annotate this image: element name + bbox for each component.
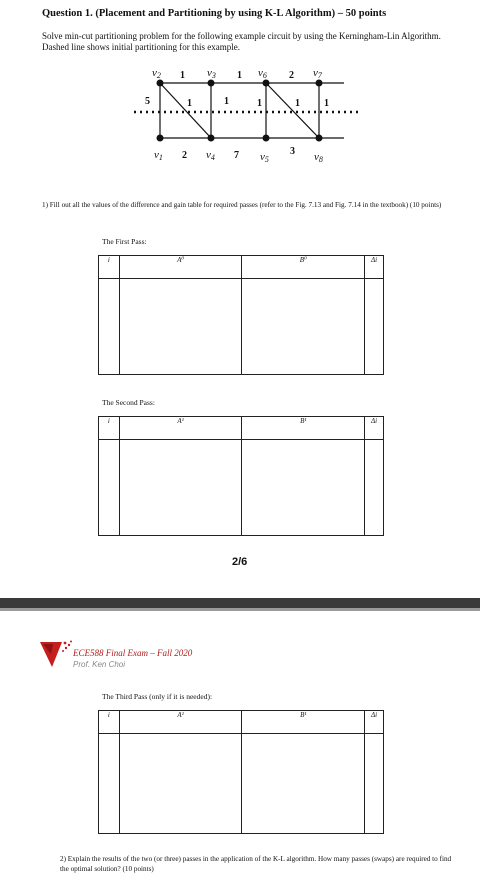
cell-gain[interactable]	[365, 440, 384, 536]
question-title: Question 1. (Placement and Partitioning by using K-L Algorithm) – 50 points	[42, 8, 387, 19]
label-v6: v6	[258, 67, 267, 80]
cell-i[interactable]	[99, 440, 120, 536]
weight-v2-v1: 5	[145, 96, 150, 107]
col-header-b: B⁰	[242, 256, 365, 279]
cell-b[interactable]	[242, 440, 365, 536]
third-pass-table	[98, 710, 384, 834]
col-header-a: A⁰	[119, 256, 242, 279]
col-header-b: B¹	[242, 417, 365, 440]
node-v6	[263, 80, 270, 87]
cell-gain[interactable]	[365, 734, 384, 834]
label-v3: v3	[207, 67, 216, 80]
cell-b[interactable]	[242, 734, 365, 834]
node-v8	[316, 135, 323, 142]
weight-v5-v8: 3	[290, 146, 295, 157]
col-header-a: A¹	[119, 711, 242, 734]
col-header-gain: Δi	[365, 417, 384, 440]
weight-v6-v7: 2	[289, 70, 294, 81]
col-header-i: i	[99, 256, 120, 279]
exercise-1-text: 1) Fill out all the values of the difference and gain table for required passes (refer to the Fig. 7.13 and Fig. 7.14 in the textbook) (10 points)	[42, 201, 442, 209]
label-v5: v5	[260, 151, 269, 164]
first-pass-label: The First Pass:	[102, 237, 147, 246]
label-v7: v7	[313, 67, 322, 80]
node-v3	[208, 80, 215, 87]
label-v8: v8	[314, 151, 323, 164]
page-separator	[0, 598, 480, 608]
second-pass-table	[98, 416, 384, 536]
col-header-gain: Δi	[365, 711, 384, 734]
label-v2: v2	[152, 67, 161, 80]
weight-v3-v6: 1	[237, 70, 242, 81]
page-separator-shadow	[0, 608, 480, 611]
node-v1	[157, 135, 164, 142]
course-title: ECE588 Final Exam – Fall 2020	[73, 648, 193, 658]
node-v2	[157, 80, 164, 87]
page-number: 2/6	[232, 556, 248, 568]
col-header-i: i	[99, 711, 120, 734]
weight-v6-v5: 1	[257, 98, 262, 109]
weight-v7-v8: 1	[324, 98, 329, 109]
exercise-2-text: 2) Explain the results of the two (or three) passes in the application of the K-L algorithm. How many passes (swaps) are required to find the optimal solution? (10 points)	[60, 855, 452, 873]
col-header-i: i	[99, 417, 120, 440]
node-v7	[316, 80, 323, 87]
cell-gain[interactable]	[365, 279, 384, 375]
weight-v4-v5: 7	[234, 150, 239, 161]
third-pass-label: The Third Pass (only if it is needed):	[102, 692, 213, 701]
node-v5	[263, 135, 270, 142]
edge-v2-v4	[160, 83, 211, 138]
cell-b[interactable]	[242, 279, 365, 375]
cell-a[interactable]	[119, 440, 242, 536]
node-v4	[208, 135, 215, 142]
second-pass-label: The Second Pass:	[102, 398, 155, 407]
col-header-gain: Δi	[365, 256, 384, 279]
cell-i[interactable]	[99, 734, 120, 834]
label-v4: v4	[206, 149, 215, 162]
cell-a[interactable]	[119, 279, 242, 375]
cell-i[interactable]	[99, 279, 120, 375]
weight-v3-v4: 1	[224, 96, 229, 107]
weight-v1-v4: 2	[182, 150, 187, 161]
col-header-a: A¹	[119, 417, 242, 440]
cell-a[interactable]	[119, 734, 242, 834]
university-logo-icon	[40, 640, 74, 668]
label-v1: v1	[154, 149, 163, 162]
question-description: Solve min-cut partitioning problem for the following example circuit by using the Kerningham-Lin Algorithm. Dashed line shows initial partitioning for this example.	[42, 31, 441, 52]
col-header-b: B¹	[242, 711, 365, 734]
example-circuit-graph	[130, 64, 360, 169]
weight-v6-v8: 1	[295, 98, 300, 109]
first-pass-table	[98, 255, 384, 375]
weight-v2-v4: 1	[187, 98, 192, 109]
edge-v6-v8	[266, 83, 319, 138]
weight-v2-v3: 1	[180, 70, 185, 81]
professor-name: Prof. Ken Choi	[73, 660, 126, 669]
